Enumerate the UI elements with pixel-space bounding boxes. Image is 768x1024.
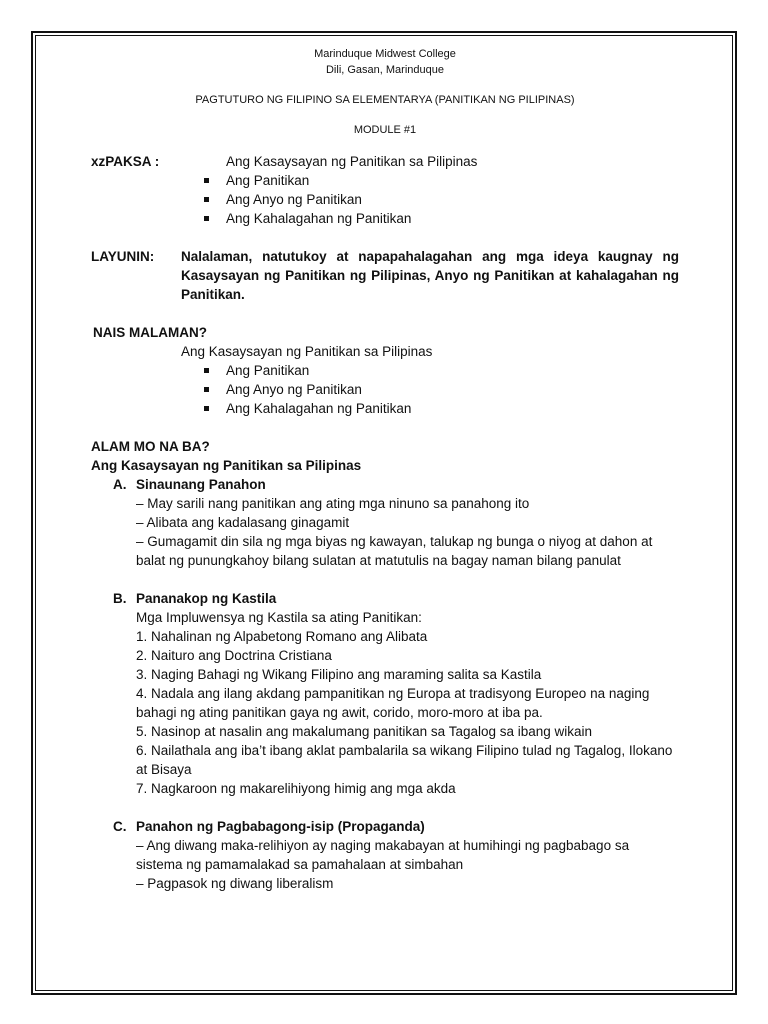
paksa-list — [91, 171, 679, 228]
nais-list — [91, 361, 679, 418]
nais-title: Ang Kasaysayan ng Panitikan sa Pilipinas — [181, 344, 433, 359]
list-item: 1. Nahalinan ng Alpabetong Romano ang Alibata — [136, 629, 428, 644]
college-name: Marinduque Midwest College — [314, 48, 456, 60]
list-item: – Ang diwang maka-relihiyon ay naging makabayan at humihingi ng pagbabago sa sistema ng pamamalakad sa pamahalaan at simbahan — [136, 838, 630, 872]
list-item: Ang Kahalagahan ng Panitikan — [204, 209, 679, 228]
bullet-square-icon — [204, 406, 209, 411]
list-item: – Pagpasok ng diwang liberalism — [136, 876, 334, 891]
bullet-square-icon — [204, 197, 209, 202]
module-number: MODULE #1 — [353, 124, 417, 136]
section-a-body — [91, 494, 679, 532]
document-body — [91, 46, 679, 893]
section-c-body — [91, 836, 679, 893]
list-item: 4. Nadala ang ilang akdang pampanitikan ng Europa at tradisyong Europeo na naging bahagi ng ating panitikan gaya ng awit, corido, moro-moro at iba pa. — [136, 686, 650, 720]
layunin-text: Nalalaman, natutukoy at napapahalagahan ang mga ideya kaugnay ng Kasaysayan ng Panitikan ng Pilipinas, Anyo ng Panitikan at kahalagahan ng Panitikan. — [181, 249, 679, 302]
bullet-square-icon — [204, 216, 209, 221]
list-item: Ang Kahalagahan ng Panitikan — [204, 399, 679, 418]
section-c-title: C. Panahon ng Pagbabagong-isip (Propaganda) — [113, 819, 425, 834]
bullet-square-icon — [204, 368, 209, 373]
list-item: 6. Nailathala ang iba’t ibang aklat pambalarila sa wikang Filipino tulad ng Tagalog, Ilokano at Bisaya — [136, 743, 673, 777]
list-item: 2. Naituro ang Doctrina Cristiana — [136, 648, 332, 663]
list-item: Ang Anyo ng Panitikan — [204, 380, 679, 399]
list-item: – May sarili nang panitikan ang ating mga ninuno sa panahong ito — [136, 496, 530, 511]
list-item: Mga Impluwensya ng Kastila sa ating Panitikan: — [136, 610, 422, 625]
list-item: Ang Panitikan — [204, 361, 679, 380]
section-a-title: A. Sinaunang Panahon — [113, 477, 266, 492]
section-b-title: B. Pananakop ng Kastila — [113, 591, 277, 606]
nais-label: NAIS MALAMAN? — [93, 325, 207, 340]
layunin-label: LAYUNIN: — [91, 249, 155, 264]
college-address: Dili, Gasan, Marinduque — [325, 64, 444, 76]
alam-subtitle: Ang Kasaysayan ng Panitikan sa Pilipinas — [91, 458, 362, 473]
bullet-square-icon — [204, 387, 209, 392]
section-a-wrap-text: – Gumagamit din sila ng mga biyas ng kawayan, talukap ng bunga o niyog at dahon at balat ng punungkahoy bilang sulatan at matutulis na bagay naman bilang panulat — [136, 534, 653, 568]
bullet-square-icon — [204, 178, 209, 183]
list-item: 7. Nagkaroon ng makarelihiyong himig ang mga akda — [136, 781, 456, 796]
course-title: PAGTUTURO NG FILIPINO SA ELEMENTARYA (PANITIKAN NG PILIPINAS) — [195, 94, 575, 106]
paksa-title: Ang Kasaysayan ng Panitikan sa Pilipinas — [226, 154, 478, 169]
list-item: 5. Nasinop at nasalin ang makalumang panitikan sa Tagalog sa ibang wikain — [136, 724, 593, 739]
list-item: Ang Anyo ng Panitikan — [204, 190, 679, 209]
paksa-section — [91, 152, 679, 171]
paksa-label: xzPAKSA : — [91, 154, 160, 169]
layunin-section — [91, 247, 679, 304]
list-item: Ang Panitikan — [204, 171, 679, 190]
section-b-body — [91, 608, 679, 798]
list-item: – Alibata ang kadalasang ginagamit — [136, 515, 350, 530]
alam-label: ALAM MO NA BA? — [91, 439, 210, 454]
list-item: 3. Naging Bahagi ng Wikang Filipino ang maraming salita sa Kastila — [136, 667, 542, 682]
